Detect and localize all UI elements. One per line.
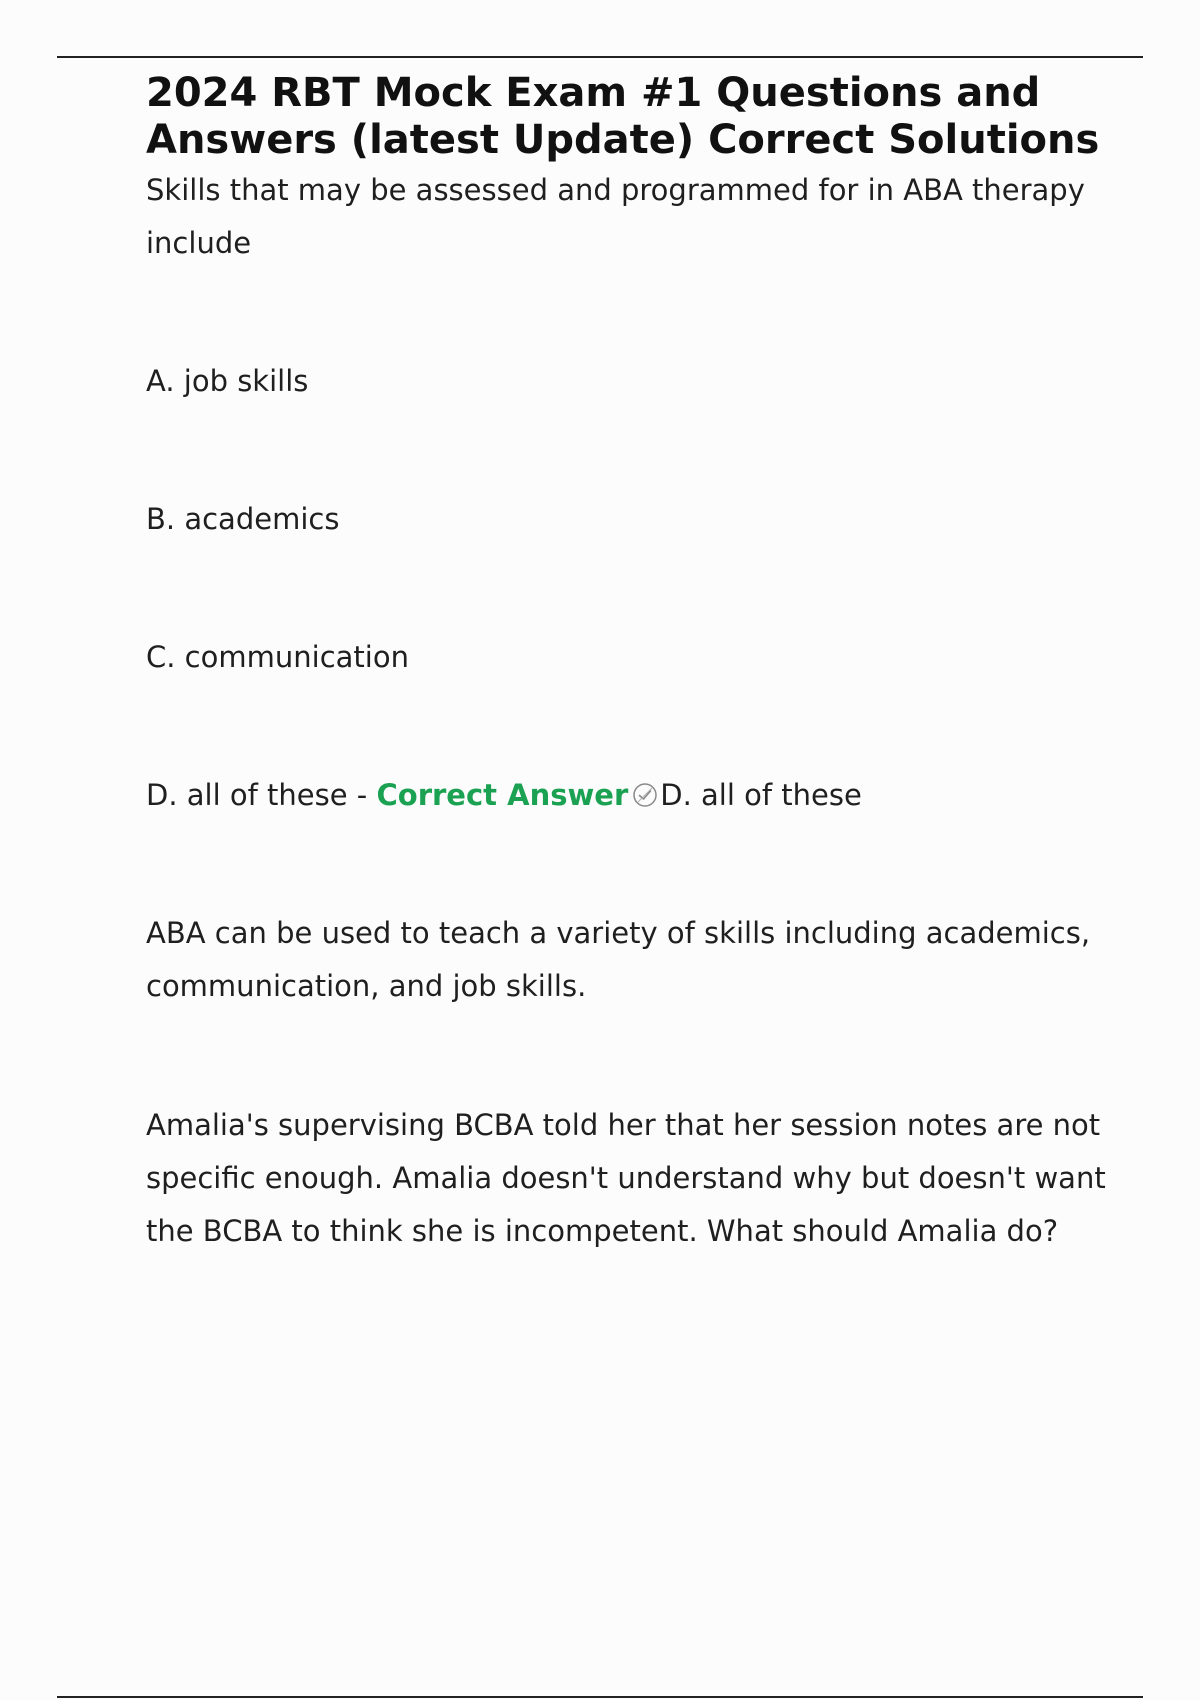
question-1-option-d-answer-line	[146, 769, 1106, 822]
question-1-explanation: ABA can be used to teach a variety of skills including academics, communication, and job skills.	[146, 916, 1091, 1003]
document-content	[146, 70, 1106, 1258]
bottom-rule	[57, 1696, 1143, 1698]
correct-answer-value: D. all of these	[660, 778, 862, 812]
question-1-option-c: C. communication	[146, 640, 409, 674]
question-1-option-b: B. academics	[146, 502, 340, 536]
question-1-option-a: A. job skills	[146, 364, 309, 398]
top-rule	[57, 56, 1143, 58]
question-2-text: Amalia's supervising BCBA told her that her session notes are not specific enough. Amalia doesn't understand why but doesn't want the BCBA to think she is incompetent. What should Amalia do?	[146, 1108, 1106, 1248]
check-circle-icon	[632, 772, 658, 798]
question-1-text: Skills that may be assessed and programmed for in ABA therapy include	[146, 173, 1085, 260]
question-1-option-d: D. all of these -	[146, 778, 377, 812]
document-title: 2024 RBT Mock Exam #1 Questions and Answers (latest Update) Correct Solutions	[146, 70, 1100, 163]
correct-answer-label: Correct Answer	[376, 778, 629, 812]
